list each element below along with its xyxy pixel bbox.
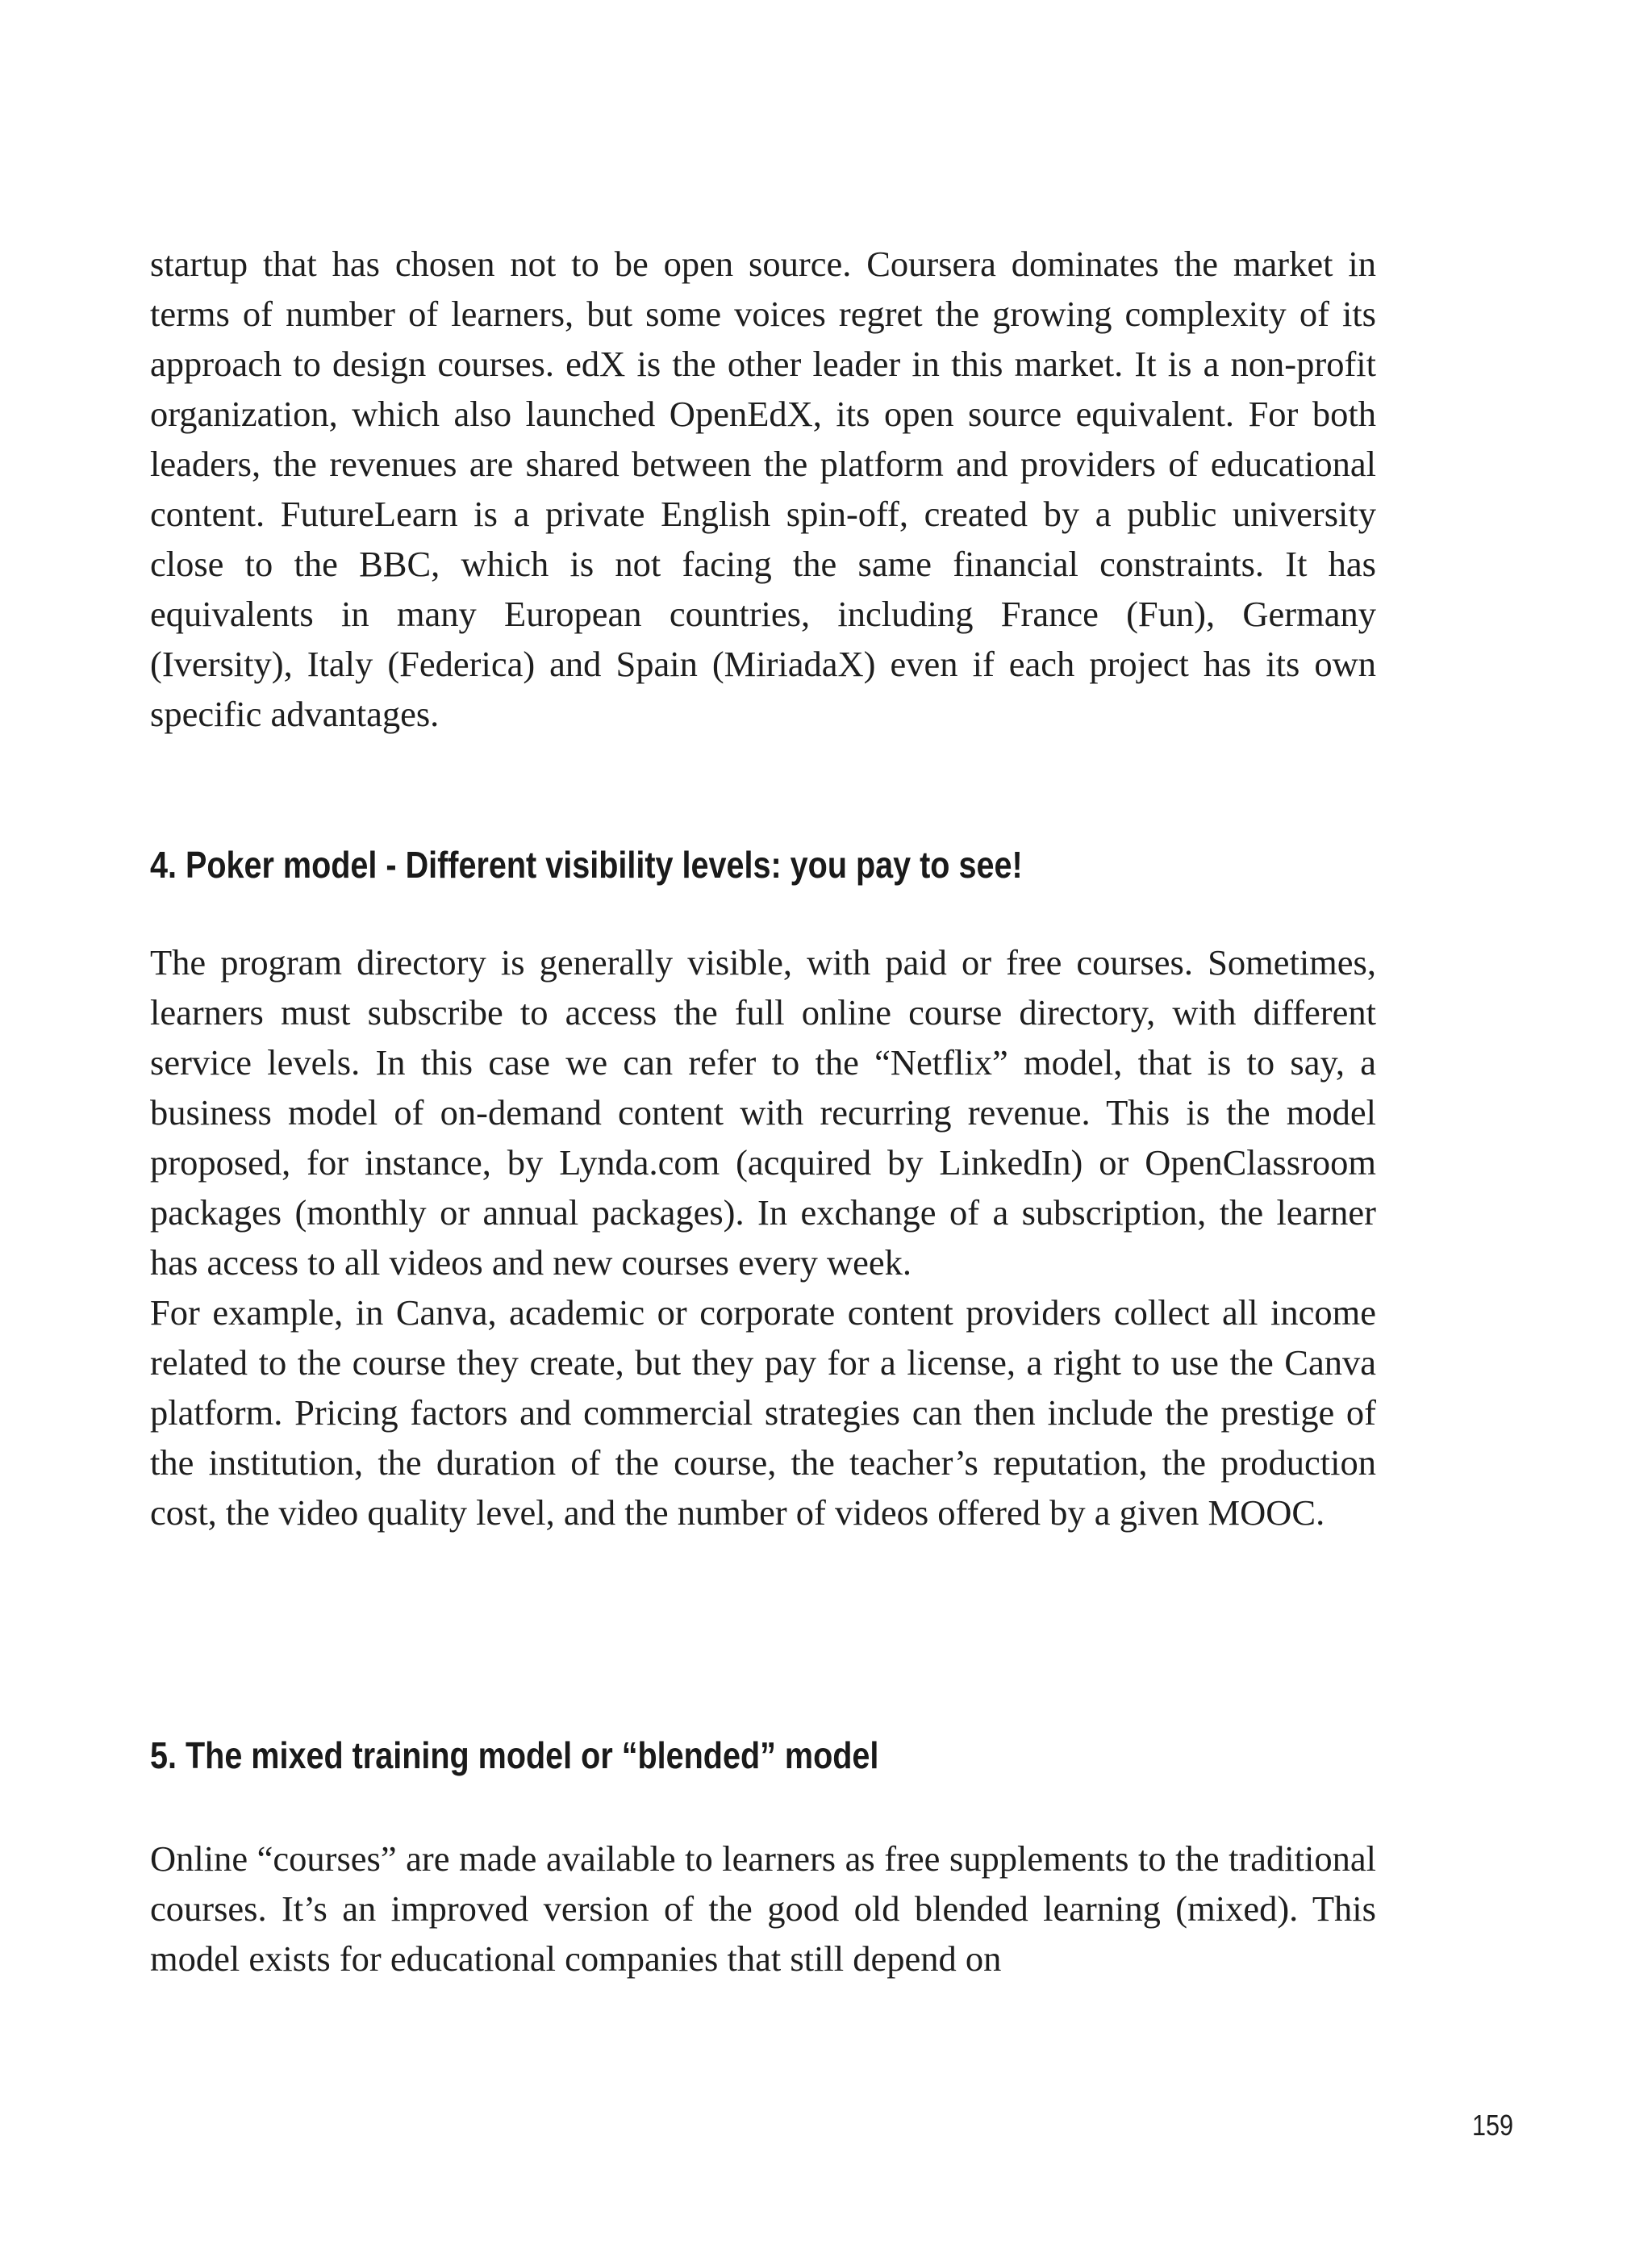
section-5-body <box>150 1834 1376 1984</box>
section-5-heading: 5. The mixed training model or “blended” model <box>150 1734 879 1776</box>
section-4-paragraph-1: The program directory is generally visible, with paid or free courses. Sometimes, learners must subscribe to access the full online course directory, with different service levels. In this case we can refer to the “Netflix” model, that is to say, a business model of on-demand content with recurring revenue. This is the model proposed, for instance, by Lynda.com (acquired by LinkedIn) or OpenClassroom packages (monthly or annual packages). In exchange of a subscription, the learner has access to all videos and new courses every week. <box>150 942 1376 1283</box>
intro-paragraph: startup that has chosen not to be open source. Coursera dominates the market in terms of number of learners, but some voices regret the growing complexity of its approach to design courses. edX is the other leader in this market. It is a non-profit organization, which also launched OpenEdX, its open source equivalent. For both leaders, the revenues are shared between the platform and providers of educational content. FutureLearn is a private English spin-off, created by a public university close to the BBC, which is not facing the same financial constraints. It has equivalents in many European countries, including France (Fun), Germany (Iversity), Italy (Federica) and Spain (MiriadaX) even if each project has its own specific advantages. <box>150 244 1376 734</box>
section-4-heading: 4. Poker model - Different visibility levels: you pay to see! <box>150 844 1023 886</box>
section-4-body <box>150 937 1376 1537</box>
intro-paragraph-block <box>150 239 1376 739</box>
page-number: 159 <box>1471 2109 1513 2142</box>
section-4-paragraph-2: For example, in Canva, academic or corporate content providers collect all income related to the course they create, but they pay for a license, a right to use the Canva platform. Pricing factors and commercial strategies can then include the prestige of the institution, the duration of the course, the teacher’s reputation, the production cost, the video quality level, and the number of videos offered by a given MOOC. <box>150 1292 1376 1533</box>
section-5-paragraph-1: Online “courses” are made available to learners as free supplements to the traditional courses. It’s an improved version of the good old blended learning (mixed). This model exists for educational companies that still depend on <box>150 1838 1376 1979</box>
